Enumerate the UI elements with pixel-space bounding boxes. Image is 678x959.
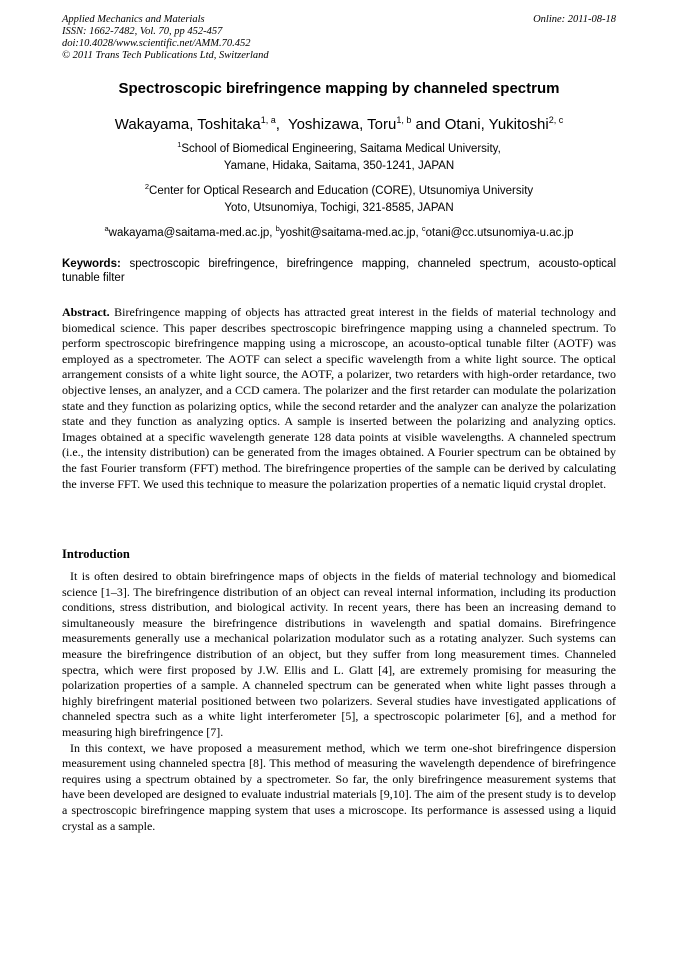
email-marker: b [275,224,280,233]
affiliation-2-line-2: Yoto, Utsunomiya, Tochigi, 321-8585, JAPAN [224,202,454,214]
affiliation-1-line-1 [62,138,616,156]
email-line [62,222,616,240]
abstract-block [62,305,616,492]
copyright-line: © 2011 Trans Tech Publications Ltd, Switzerland [62,50,269,61]
author-name: Wakayama, Toshitaka [114,116,261,133]
email-address: yoshit@saitama-med.ac.jp, [279,227,422,239]
affiliation-1-line-2: Yamane, Hidaka, Saitama, 350-1241, JAPAN [223,160,455,172]
doi-line: doi:10.4028/www.scientific.net/AMM.70.452 [62,38,251,49]
author-list [62,110,616,135]
keywords-text: spectroscopic birefringence, birefringence mapping, channeled spectrum, acousto-optical tunable filter [62,258,616,284]
affiliation-text: Center for Optical Research and Education (CORE), Utsunomiya University [149,185,534,197]
author-name: Yoshizawa, Toru [287,116,397,133]
author-superscript: 1, a [260,115,276,125]
paragraph: In this context, we have proposed a measurement method, which we term one-shot birefringence dispersion measurement using channeled spectra [8]. This method of measuring the wavelength dependence of birefringence requires using a spectrum obtained by a spectrometer. So far, the only birefringence measurement systems that have been developed are designed to evaluate industrial materials [9,10]. The aim of the present study is to develop a spectroscopic birefringence mapping system that uses a microscope. Its performance is assessed using a liquid crystal as a sample. [62,740,616,833]
author-separator: , [275,116,288,133]
author-superscript: 1, b [396,115,412,125]
email-marker: a [104,224,109,233]
affiliation-marker: 2 [144,182,150,191]
paper-title: Spectroscopic birefringence mapping by channeled spectrum [118,80,560,97]
abstract-text: Birefringence mapping of objects has attracted great interest in the fields of material technology and biomedical science. This paper describes spectroscopic birefringence mapping using a channeled spectrum. To perform spectroscopic birefringence mapping using a microscope, an acousto-optical tunable filter (AOTF) was employed as a spectrometer. The AOTF can select a specific wavelength from a white light source. The optical arrangement consists of a white light source, the AOTF, a polarizer, two retarders with high-order retardance, two objective lenses, an analyzer, and a CCD camera. The polarizer and the first retarder can modulate the polarization state and they function as polarizing optics, while the second retarder and the analyzer can analyze the polarization state and they function as analyzing optics. A sample is inserted between the polarizing and analyzing optics. Images obtained at a specific wavelength generate 128 data points at visible wavelengths. A channeled spectrum (i.e., the intensity distribution) can be generated from the images obtained. A Fourier spectrum can be obtained by the fast Fourier transform (FFT) method. The birefringence properties of the sample can be derived by calculating the inverse FFT. We used this technique to measure the polarization properties of a nematic liquid crystal droplet. [62,305,616,491]
section-heading-introduction: Introduction [62,547,130,561]
affiliation-text: School of Biomedical Engineering, Saitama Medical University, [181,143,501,155]
introduction-body [62,569,616,834]
paragraph: It is often desired to obtain birefringence maps of objects in the fields of material technology and biomedical science [1–3]. The birefringence distribution of an object can reveal internal information, including its production conditions, stress distribution, and biological activity. In recent years, there has been an increasing demand to simultaneously measure the birefringence distributions in wavelength and spatial domains. Birefringence measurements generally use a mechanical polarization modulator such as a rotating analyzer. Such systems can measure the birefringence distribution of an object, but they suffer from long measurement times. Channeled spectra, which were first proposed by J.W. Ellis and L. Glatt [4], are extremely promising for measuring the polarization properties of a sample. A channeled spectrum can be generated when white light passes through a highly birefringent material positioned between two polarizers. Several studies have investigated applications of channeled spectra such as a white light interferometer [5], a spectroscopic polarimeter [6], and a method for measuring high birefringence [7]. [62,569,616,739]
online-date: Online: 2011-08-18 [533,14,616,25]
email-address: wakayama@saitama-med.ac.jp, [108,227,276,239]
journal-name: Applied Mechanics and Materials [62,14,205,25]
email-marker: c [421,224,426,233]
author-separator: and [411,116,445,133]
keywords-label: Keywords: [62,258,121,270]
journal-header [62,14,482,62]
affiliation-2-line-1 [62,180,616,198]
abstract-label: Abstract. [62,305,110,319]
keywords-block [62,257,616,285]
issn-line: ISSN: 1662-7482, Vol. 70, pp 452-457 [62,26,223,37]
email-address: otani@cc.utsunomiya-u.ac.jp [425,227,574,239]
author-name: Otani, Yukitoshi [444,116,549,133]
affiliation-marker: 1 [177,140,182,149]
author-superscript: 2, c [548,115,564,125]
